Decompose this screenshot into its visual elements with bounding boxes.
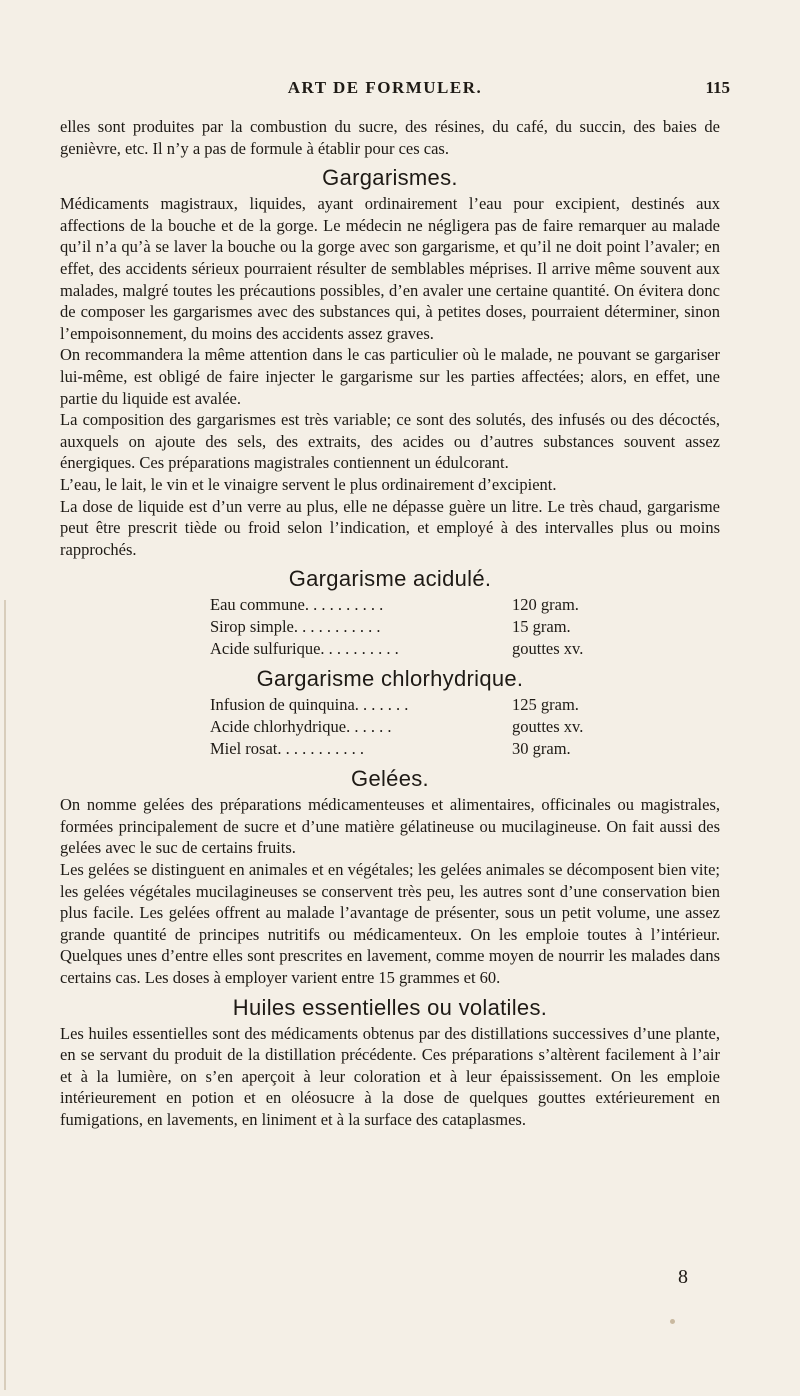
ingredient-qty: gouttes xv.: [512, 717, 584, 737]
paragraph: Médicaments magistraux, liquides, ayant ordinairement l’eau pour excipient, destinés aux affections de la bouche et de la gorge. Le médecin ne négligera pas de faire remarquer au malade qu’il n’a qu’à se laver la bouche ou la gorge avec son gargarisme, et qu’il ne doit point l’avaler; en effet, des accidents sérieux pourraient résulter de semblables méprises. Il arrive même souvent aux malades, malgré toutes les précautions possibles, d’en avaler une certaine quantité. On évitera donc de composer les gargarismes avec des substances qui, à petites doses, pourraient déterminer, sinon l’empoisonnement, du moins des accidents assez graves.: [60, 194, 720, 343]
ingredient-name: Sirop simple. . . . . . . . . . .: [210, 617, 381, 637]
recipe-chlorhydrique: [60, 694, 630, 760]
paragraph: On recommandera la même attention dans le cas particulier où le malade, ne pouvant se gargariser lui-même, est obligé de faire injecter le gargarisme sur les parties affectées; alors, en effet, une partie du liquide est avalée.: [60, 345, 720, 408]
recipe-row: [210, 638, 630, 660]
ingredient-name: Acide chlorhydrique. . . . . .: [210, 717, 392, 737]
paper-spot: [670, 1319, 675, 1324]
paragraph: La dose de liquide est d’un verre au plus, elle ne dépasse guère un litre. Le très chaud, gargarisme peut être prescrit tiède ou froid selon l’indication, et employé à des intervalles plus ou moins rapprochés.: [60, 496, 720, 559]
page-number: 115: [705, 78, 730, 97]
ingredient-qty: gouttes xv.: [512, 639, 584, 659]
ingredient-qty: 15 gram.: [512, 617, 571, 637]
recipe-row: [210, 738, 630, 760]
recipe-row: [210, 616, 630, 638]
ingredient-name: Eau commune. . . . . . . . . .: [210, 595, 384, 615]
paragraph: On nomme gelées des préparations médicamenteuses et alimentaires, officinales ou magistrales, formées principalement de sucre et d’une matière gélatineuse ou mucilagineuse. On fait aussi des gelées avec le suc de certains fruits.: [60, 795, 720, 858]
ingredient-name: Miel rosat. . . . . . . . . . .: [210, 739, 364, 759]
page-edge-shadow: [4, 600, 6, 1390]
recipe-row: [210, 594, 630, 616]
paragraph: Les gelées se distinguent en animales et en végétales; les gelées animales se décomposent bien vite; les gelées végétales mucilagineuses se conservent très peu, les autres sont d’une conservation bien plus facile. Les gelées offrent au malade l’avantage de présenter, sous un petit volume, une assez grande quantité de principes nutritifs ou médicamenteux. On les emploie toutes à l’intérieur. Quelques unes d’entre elles sont prescrites en lavement, comme moyen de nourrir les malades dans certains cas. Les doses à employer varient entre 15 grammes et 60.: [60, 860, 720, 988]
heading-gargarisme-acidule: Gargarisme acidulé.: [288, 566, 492, 592]
recipe-row: [210, 694, 630, 716]
heading-gargarismes: Gargarismes.: [322, 165, 458, 191]
body-text: [60, 116, 720, 1131]
paragraph: Les huiles essentielles sont des médicaments obtenus par des distillations successives d’une plante, en se servant du produit de la distillation précédente. Ces préparations s’altèrent facilement à l’air et à la lumière, on s’en aperçoit à leur coloration et à leur épaississement. On les emploie intérieurement en potion et en oléosucre à la dose de quelques gouttes extérieurement en fumigations, en lavements, en liniment et à la surface des cataplasmes.: [60, 1023, 720, 1129]
heading-gargarisme-chlorhydrique: Gargarisme chlorhydrique.: [256, 666, 524, 692]
intro-paragraph: elles sont produites par la combustion du sucre, des résines, du café, du succin, des baies de genièvre, etc. Il n’y a pas de formule à établir pour ces cas.: [60, 117, 720, 158]
recipe-row: [210, 716, 630, 738]
ingredient-name: Acide sulfurique. . . . . . . . . .: [210, 639, 399, 659]
recipe-acidule: [60, 594, 630, 660]
paragraph: L’eau, le lait, le vin et le vinaigre servent le plus ordinairement d’excipient.: [60, 474, 557, 494]
ingredient-name: Infusion de quinquina. . . . . . .: [210, 695, 409, 715]
heading-gelees: Gelées.: [351, 766, 429, 792]
paragraph: La composition des gargarismes est très variable; ce sont des solutés, des infusés ou des décoctés, auxquels on ajoute des sels, des extraits, des acides ou d’autres substances souvent assez énergiques. Ces préparations magistrales contiennent un édulcorant.: [60, 410, 720, 473]
signature-mark: 8: [678, 1266, 688, 1288]
ingredient-qty: 120 gram.: [512, 595, 579, 615]
running-head: ART DE FORMULER.: [287, 78, 483, 97]
ingredient-qty: 30 gram.: [512, 739, 571, 759]
ingredient-qty: 125 gram.: [512, 695, 579, 715]
heading-huiles-essentielles: Huiles essentielles ou volatiles.: [232, 994, 548, 1020]
